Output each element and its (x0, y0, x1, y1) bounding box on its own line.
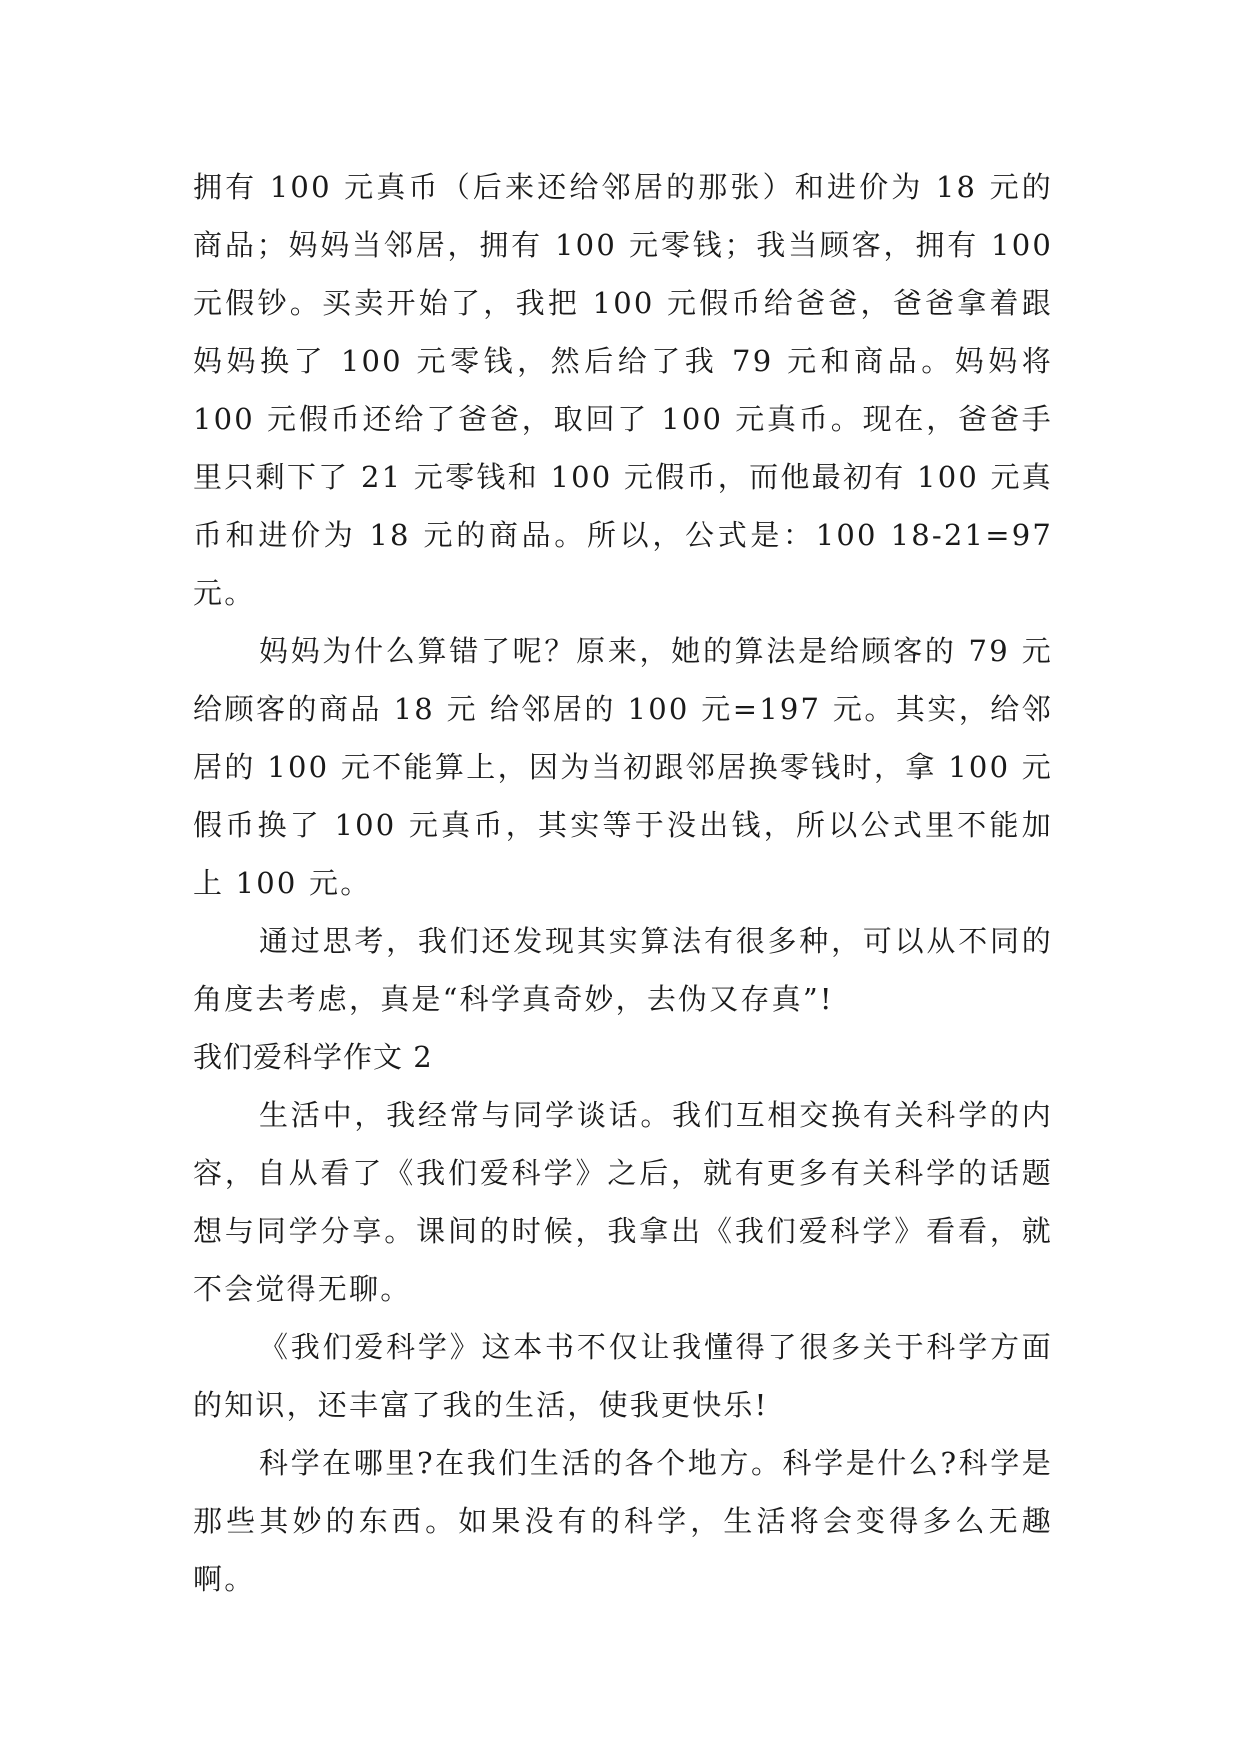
paragraph-where-science: 科学在哪里?在我们生活的各个地方。科学是什么?科学是那些其妙的东西。如果没有的科学，生活将会变得多么无趣啊。 (193, 1446, 1053, 1596)
paragraph-explanation: 妈妈为什么算错了呢？原来，她的算法是给顾客的 79 元 给顾客的商品 18 元 给邻居的 100 元=197 元。其实，给邻居的 100 元不能算上，因为当初跟邻居换零钱时，拿 100 元假币换了 100 元真币，其实等于没出钱，所以公式里不能加上 100 元。 (193, 634, 1053, 900)
paragraph-life: 生活中，我经常与同学谈话。我们互相交换有关科学的内容，自从看了《我们爱科学》之后，就有更多有关科学的话题想与同学分享。课间的时候，我拿出《我们爱科学》看看，就不会觉得无聊。 (193, 1098, 1053, 1306)
paragraph-book: 《我们爱科学》这本书不仅让我懂得了很多关于科学方面的知识，还丰富了我的生活，使我更快乐! (193, 1330, 1053, 1422)
document-body (193, 158, 1053, 1608)
paragraph-conclusion: 通过思考，我们还发现其实算法有很多种，可以从不同的角度去考虑，真是“科学真奇妙，去伪又存真”! (193, 924, 1053, 1016)
section-heading: 我们爱科学作文 2 (193, 1040, 433, 1074)
paragraph-continued: 拥有 100 元真币（后来还给邻居的那张）和进价为 18 元的商品；妈妈当邻居，拥有 100 元零钱；我当顾客，拥有 100 元假钞。买卖开始了，我把 100 元假币给爸爸，爸爸拿着跟妈妈换了 100 元零钱，然后给了我 79 元和商品。妈妈将 100 元假币还给了爸爸，取回了 100 元真币。现在，爸爸手里只剩下了 21 元零钱和 100 元假币，而他最初有 100 元真币和进价为 18 元的商品。所以，公式是：100 18-21=97 元。 (193, 170, 1053, 610)
